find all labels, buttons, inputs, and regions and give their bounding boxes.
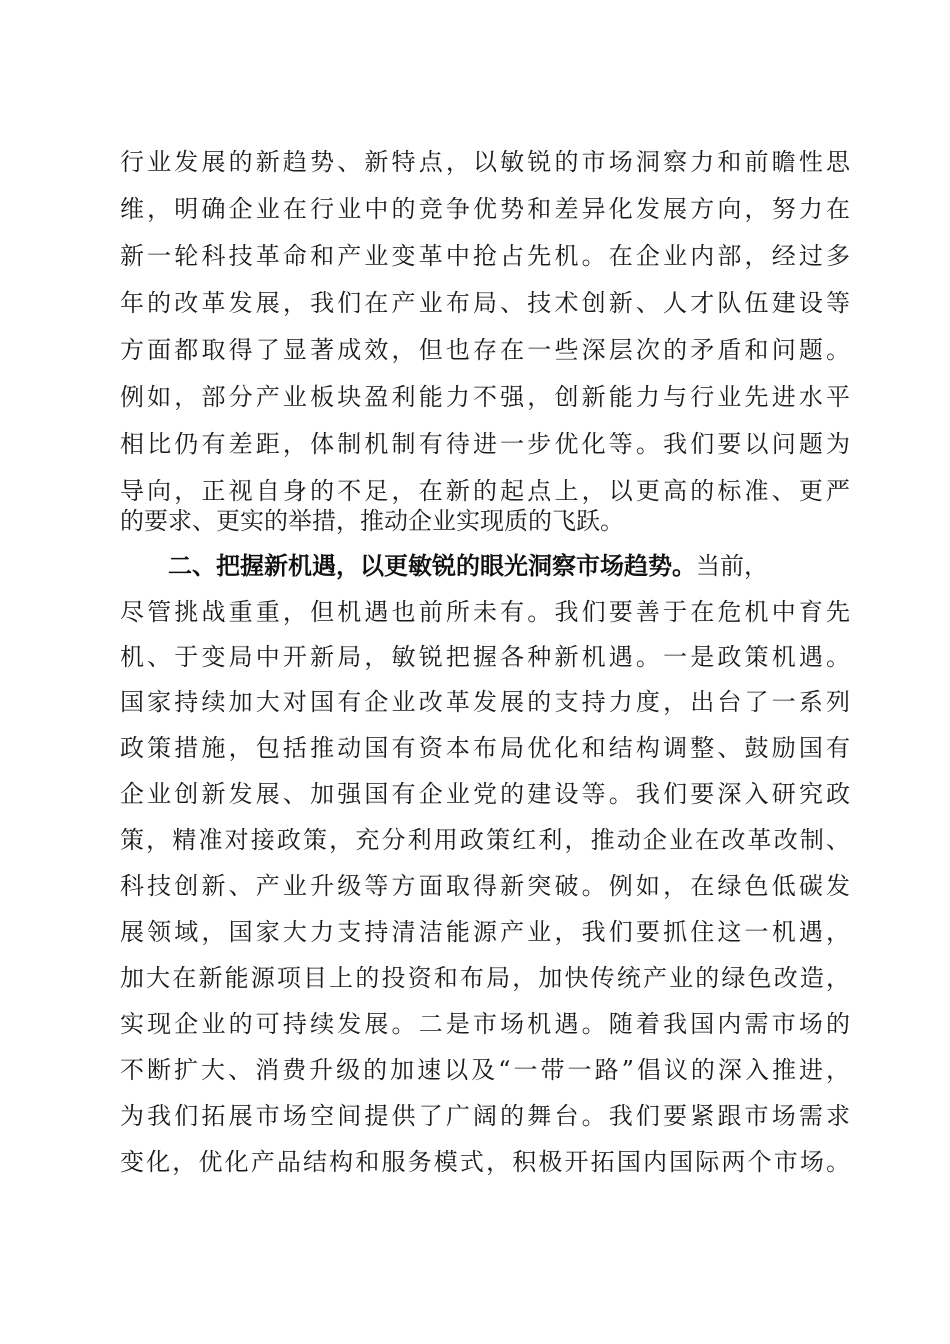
- body-text-line: 国家持续加大对国有企业改革发展的支持力度，出台了一系列: [120, 688, 850, 716]
- body-text-line: 的要求、更实的举措，推动企业实现质的飞跃。: [120, 507, 624, 535]
- body-text-line: 企业创新发展、加强国有企业党的建设等。我们要深入研究政: [120, 780, 850, 808]
- section-heading-tail: 当前，: [696, 552, 768, 580]
- section-heading: 二、把握新机遇，以更敏锐的眼光洞察市场趋势。: [168, 552, 696, 580]
- body-text-line: 方面都取得了显著成效，但也存在一些深层次的矛盾和问题。: [120, 336, 850, 364]
- body-text-line: 实现企业的可持续发展。二是市场机遇。随着我国内需市场的: [120, 1010, 850, 1038]
- body-text-line: 展领域，国家大力支持清洁能源产业，我们要抓住这一机遇，: [120, 918, 850, 946]
- body-text-line: 例如，部分产业板块盈利能力不强，创新能力与行业先进水平: [120, 383, 850, 411]
- body-text-line: 行业发展的新趋势、新特点，以敏锐的市场洞察力和前瞻性思: [120, 148, 850, 176]
- body-text-line: 新一轮科技革命和产业变革中抢占先机。在企业内部，经过多: [120, 242, 850, 270]
- body-text-line: 年的改革发展，我们在产业布局、技术创新、人才队伍建设等: [120, 289, 850, 317]
- body-text-line: 机、于变局中开新局，敏锐把握各种新机遇。一是政策机遇。: [120, 643, 850, 671]
- body-text-line: 不断扩大、消费升级的加速以及“一带一路”倡议的深入推进，: [120, 1056, 850, 1084]
- body-text-line: 尽管挑战重重，但机遇也前所未有。我们要善于在危机中育先: [120, 598, 850, 626]
- body-text-line: 科技创新、产业升级等方面取得新突破。例如，在绿色低碳发: [120, 872, 850, 900]
- body-text-line: 变化，优化产品结构和服务模式，积极开拓国内国际两个市场。: [120, 1148, 850, 1176]
- body-text-line: 策，精准对接政策，充分利用政策红利，推动企业在改革改制、: [120, 826, 850, 854]
- body-text-line: 政策措施，包括推动国有资本布局优化和结构调整、鼓励国有: [120, 734, 850, 762]
- body-text-line: 为我们拓展市场空间提供了广阔的舞台。我们要紧跟市场需求: [120, 1102, 850, 1130]
- section-heading-line: [168, 546, 850, 586]
- body-text-line: 导向，正视自身的不足，在新的起点上，以更高的标准、更严: [120, 477, 850, 505]
- body-text-line: 相比仍有差距，体制机制有待进一步优化等。我们要以问题为: [120, 430, 850, 458]
- body-text-line: 加大在新能源项目上的投资和布局，加快传统产业的绿色改造，: [120, 964, 850, 992]
- body-text-line: 维，明确企业在行业中的竞争优势和差异化发展方向，努力在: [120, 195, 850, 223]
